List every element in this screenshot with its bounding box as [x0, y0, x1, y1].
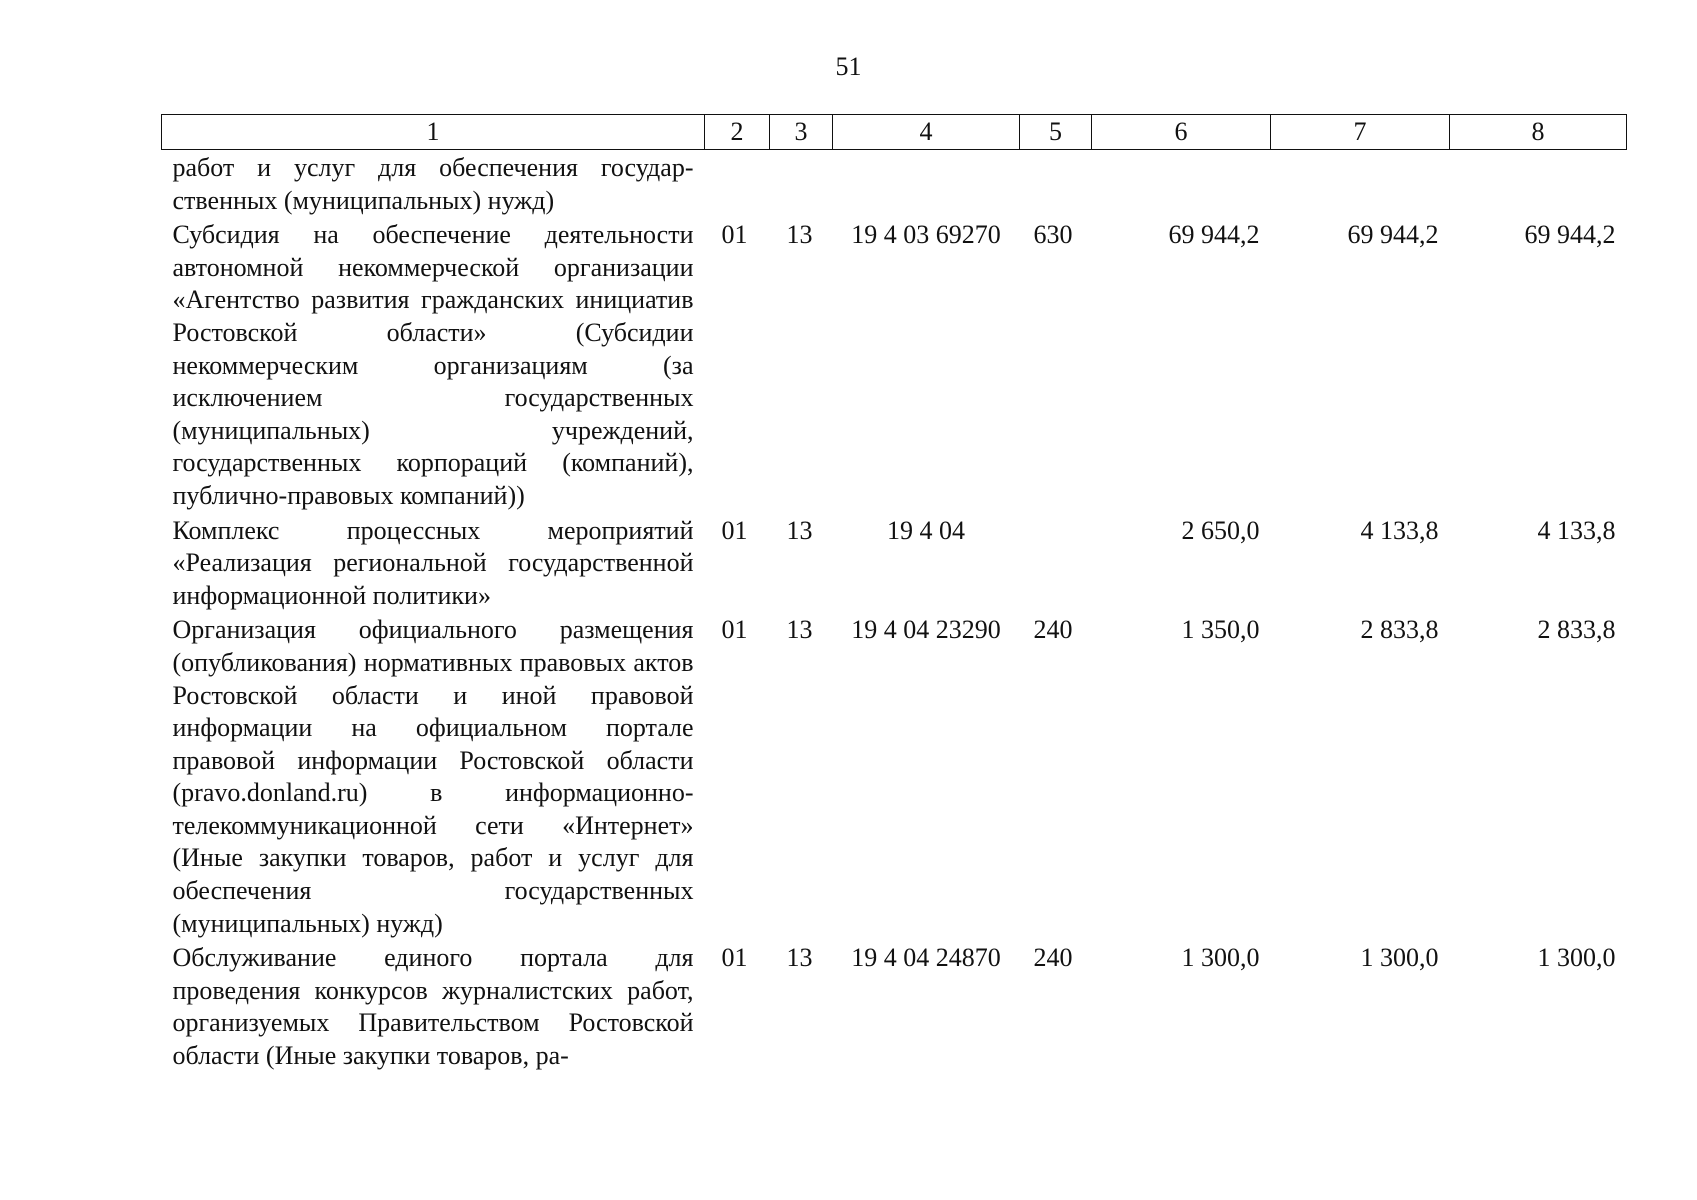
row-amount-col7: 69 944,2 — [1347, 220, 1439, 250]
column-header: 5 — [1020, 115, 1092, 150]
row-section: 01 — [721, 615, 748, 645]
row-subsection — [770, 150, 833, 218]
row-amount-col8: 2 833,8 — [1537, 615, 1616, 645]
row-expense-type: 240 — [1033, 943, 1073, 973]
row-target-article: 19 4 04 — [887, 515, 965, 545]
row-target-article: 19 4 04 23290 — [851, 615, 1001, 645]
column-header: 6 — [1092, 115, 1271, 150]
row-amount-col6: 1 350,0 — [1181, 615, 1260, 645]
table-row — [162, 513, 1627, 613]
row-description: Обслуживание единого портала для проведения конкурсов журналистских работ, организуемых Правительством Ростовской области (Иные закупки товаров, ра- — [172, 943, 694, 1071]
row-amount-col6: 69 944,2 — [1168, 220, 1260, 250]
row-amount-col6: 2 650,0 — [1181, 515, 1260, 545]
row-amount-col6 — [1092, 150, 1271, 218]
row-amount-col8: 4 133,8 — [1537, 515, 1616, 545]
table-header-row — [162, 115, 1627, 150]
row-target-article: 19 4 04 24870 — [851, 943, 1001, 973]
column-header: 4 — [833, 115, 1020, 150]
table-row — [162, 217, 1627, 512]
row-expense-type — [1020, 513, 1092, 613]
table-row — [162, 940, 1627, 1072]
row-amount-col6: 1 300,0 — [1181, 943, 1260, 973]
column-header: 8 — [1450, 115, 1627, 150]
row-expense-type: 630 — [1033, 220, 1073, 250]
table-row — [162, 150, 1627, 218]
row-description: Субсидия на обеспечение деятельности автономной некоммерческой организации «Агентство развития гражданских инициатив Ростовской области» (Субсидии некоммерческим организациям (за исключением государственных (муниципальных) учреждений, государственных корпораций (компаний), публично-правовых компаний)) — [172, 220, 694, 510]
row-amount-col8: 69 944,2 — [1524, 220, 1616, 250]
row-subsection: 13 — [786, 615, 813, 645]
row-amount-col7 — [1271, 150, 1450, 218]
row-amount-col7: 2 833,8 — [1360, 615, 1439, 645]
budget-table — [161, 114, 1627, 1073]
row-expense-type — [1020, 150, 1092, 218]
row-description: Организация официального размещения (опубликования) нормативных правовых актов Ростовской области и иной правовой информации на официальном портале правовой информации Ростовской области (pravo.donland.ru) в информационно-телекоммуникационной сети «Интернет» (Иные закупки товаров, работ и услуг для обеспечения государственных (муниципальных) нужд) — [172, 615, 694, 938]
table-row — [162, 612, 1627, 940]
page-number: 51 — [835, 52, 862, 81]
row-section: 01 — [721, 515, 748, 545]
row-description: работ и услуг для обеспечения государ-ственных (муниципальных) нужд) — [172, 153, 694, 215]
row-amount-col7: 4 133,8 — [1360, 515, 1439, 545]
row-target-article: 19 4 03 69270 — [851, 220, 1001, 250]
row-amount-col8: 1 300,0 — [1537, 943, 1616, 973]
row-expense-type: 240 — [1033, 615, 1073, 645]
row-amount-col8 — [1450, 150, 1627, 218]
row-section: 01 — [721, 220, 748, 250]
column-header: 1 — [162, 115, 705, 150]
column-header: 3 — [770, 115, 833, 150]
row-description: Комплекс процессных мероприятий «Реализация региональной государственной информационной политики» — [172, 515, 694, 610]
row-subsection: 13 — [786, 943, 813, 973]
column-header: 7 — [1271, 115, 1450, 150]
row-amount-col7: 1 300,0 — [1360, 943, 1439, 973]
row-subsection: 13 — [786, 220, 813, 250]
row-section — [705, 150, 770, 218]
row-subsection: 13 — [786, 515, 813, 545]
row-section: 01 — [721, 943, 748, 973]
column-header: 2 — [705, 115, 770, 150]
row-target-article — [833, 150, 1020, 218]
